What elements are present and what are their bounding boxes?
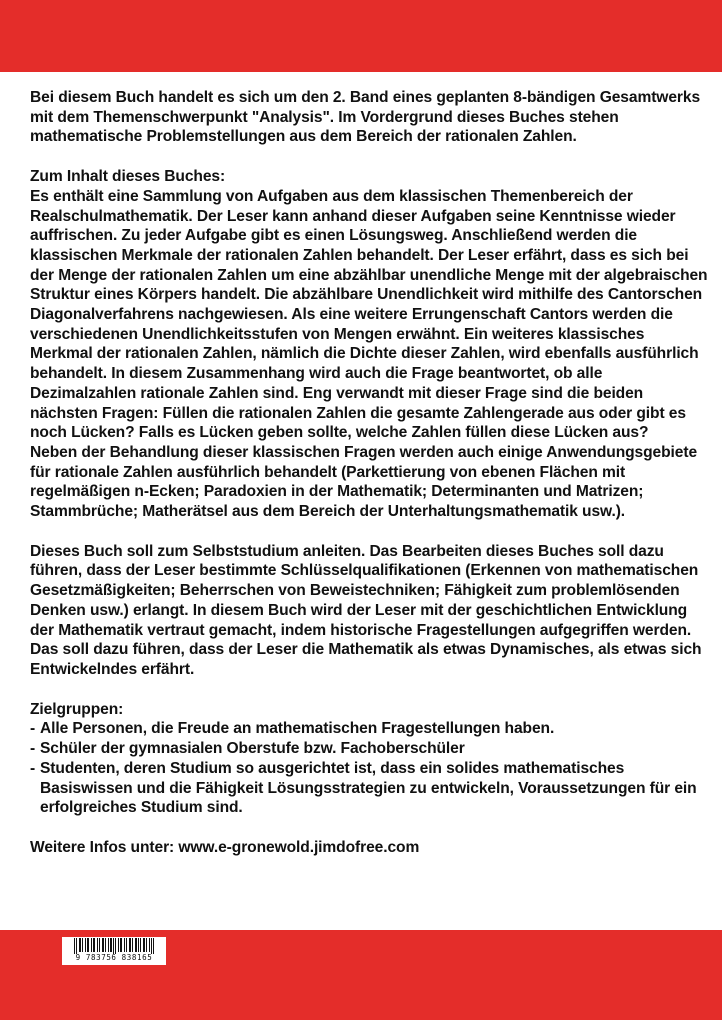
target-item: - Alle Personen, die Freude an mathematischen Fragestellungen haben. — [30, 719, 708, 739]
barcode-number: 9 783756 838165 — [75, 953, 153, 962]
back-cover-text — [30, 88, 708, 858]
barcode-bars-icon — [62, 938, 166, 954]
content-paragraph: Es enthält eine Sammlung von Aufgaben aus dem klassischen Themenbereich der Realschulmathematik. Der Leser kann anhand dieser Aufgaben seine Kenntnisse wieder auffrischen. Zu jeder Aufgabe gibt es einen Lösungsweg. Anschließend werden die klassischen Merkmale der rationalen Zahlen behandelt. Der Leser erfährt, dass es sich bei der Menge der rationalen Zahlen um eine abzählbar unendliche Menge mit der algebraischen Struktur eines Körpers handelt. Die abzählbare Unendlichkeit wird mithilfe des Cantorschen Diagonalverfahrens nachgewiesen. Als eine weitere Errungenschaft Cantors werden die verschiedenen Unendlichkeitsstufen von Mengen erwähnt. Ein weiteres klassisches Merkmal der rationalen Zahlen, nämlich die Dichte dieser Zahlen, wird ebenfalls ausführlich behandelt. In diesem Zusammenhang wird auch die Frage beantwortet, ob alle Dezimalzahlen rationale Zahlen sind. Eng verwandt mit dieser Frage sind die beiden nächsten Fragen: Füllen die rationalen Zahlen die gesamte Zahlengerade aus oder gibt es noch Lücken? Falls es Lücken geben sollte, welche Zahlen füllen diese Lücken aus? — [30, 187, 708, 442]
intro-paragraph: Bei diesem Buch handelt es sich um den 2. Band eines geplanten 8-bändigen Gesamtwerks mit dem Themenschwerpunkt "Analysis". Im Vordergrund dieses Buches stehen mathematische Problemstellungen aus dem Bereich der rationalen Zahlen. — [30, 89, 701, 146]
content-heading: Zum Inhalt dieses Buches: — [30, 168, 226, 186]
top-red-band — [0, 0, 722, 72]
content-paragraph-2: Neben der Behandlung dieser klassischen Fragen werden auch einige Anwendungsgebiete für rationale Zahlen ausführlich behandelt (Parkettierung von ebenen Flächen mit regelmäßigen n-Ecken; Paradoxien in der Mathematik; Determinanten und Matrizen; Stammbrüche; Matherätsel aus dem Bereich der Unterhaltungsmathematik usw.). — [30, 443, 698, 521]
target-item: - Studenten, deren Studium so ausgerichtet ist, dass ein solides mathematisches Basiswissen und die Fähigkeit Lösungsstrategien zu entwickeln, Voraussetzungen für ein erfolgreiches Studium sind. — [30, 759, 708, 818]
target-item: - Schüler der gymnasialen Oberstufe bzw. Fachoberschüler — [30, 739, 708, 759]
target-heading: Zielgruppen: — [30, 700, 124, 718]
self-study-paragraph: Dieses Buch soll zum Selbststudium anleiten. Das Bearbeiten dieses Buches soll dazu führen, dass der Leser bestimmte Schlüsselqualifikationen (Erkennen von mathematischen Gesetzmäßigkeiten; Beherrschen von Beweistechniken; Fähigkeit zum problemlösenden Denken usw.) erlangt. In diesem Buch wird der Leser mit der geschichtlichen Entwicklung der Mathematik vertraut gemacht, indem historische Fragestellungen aufgegriffen werden. Das soll dazu führen, dass der Leser die Mathematik als etwas Dynamisches, als etwas sich Entwickelndes erfährt. — [30, 542, 702, 678]
isbn-barcode — [62, 937, 166, 965]
target-list — [30, 719, 708, 818]
more-info-link[interactable]: Weitere Infos unter: www.e-gronewold.jimdofree.com — [30, 838, 420, 856]
